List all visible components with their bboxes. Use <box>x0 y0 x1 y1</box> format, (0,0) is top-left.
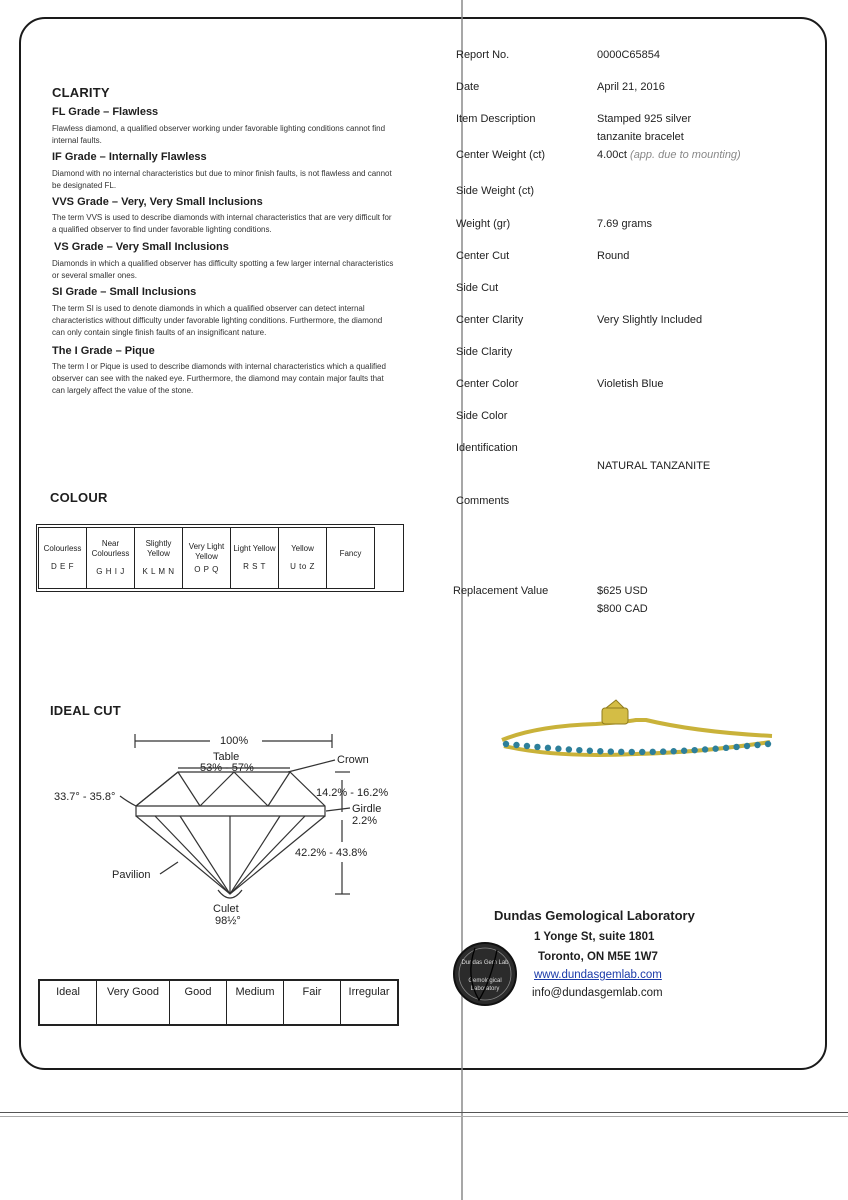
cut-cell-fair: Fair <box>284 980 341 1025</box>
colour-cell-light-yellow: Light Yellow R S T <box>231 528 279 589</box>
cut-scale-table <box>38 979 399 1026</box>
grade-desc-fl: Flawless diamond, a qualified observer working under favorable lighting conditions cannot find internal faults. <box>52 124 386 145</box>
bracelet-stone <box>670 748 676 754</box>
dim-total-label: 100% <box>220 735 249 747</box>
field-label-center-clarity: Center Clarity <box>456 314 524 326</box>
lab-name: Dundas Gemological Laboratory <box>494 908 695 923</box>
colour-cell-near-colourless: Near Colourless G H I J <box>87 528 135 589</box>
bracelet-photo <box>496 696 776 766</box>
lab-email: info@dundasgemlab.com <box>532 987 663 999</box>
bracelet-stone <box>681 748 687 754</box>
grade-title-vs: VS Grade – Very Small Inclusions <box>54 241 229 253</box>
grade-title-vvs: VVS Grade – Very, Very Small Inclusions <box>52 196 263 208</box>
cut-cell-medium: Medium <box>227 980 284 1025</box>
grade-desc-i: The term I or Pique is used to describe diamonds with internal characteristics which a qualified observer can see with the naked eye. Furthermore, the diamond may contain major faults that can largely affect the value of the stone. <box>52 362 386 395</box>
bracelet-stone <box>597 748 603 754</box>
cut-cell-irregular: Irregular <box>341 980 399 1025</box>
bracelet-stone <box>618 749 624 755</box>
field-value-date: April 21, 2016 <box>597 81 665 93</box>
field-label-report-no: Report No. <box>456 49 510 61</box>
colour-scale-table <box>38 527 375 589</box>
field-label-center-color: Center Color <box>456 378 519 390</box>
field-value-identification: NATURAL TANZANITE <box>597 460 711 472</box>
culet-label: Culet <box>213 903 239 915</box>
table-label: Table <box>213 751 240 763</box>
field-label-item-description: Item Description <box>456 113 536 125</box>
bracelet-stone <box>650 749 656 755</box>
field-label-side-color: Side Color <box>456 410 508 422</box>
bracelet-stone <box>555 746 561 752</box>
grade-title-si: SI Grade – Small Inclusions <box>52 286 197 298</box>
diamond-cut-diagram <box>50 722 410 932</box>
page-edge-line-2 <box>0 1116 848 1117</box>
field-value-report-no: 0000C65854 <box>597 49 661 61</box>
clarity-heading: CLARITY <box>52 85 110 100</box>
bracelet-stone <box>691 747 697 753</box>
bracelet-stone <box>702 746 708 752</box>
girdle-pct-label: 2.2% <box>352 815 378 827</box>
bracelet-stone <box>503 741 509 747</box>
field-label-identification: Identification <box>456 442 518 454</box>
colour-cell-fancy: Fancy <box>327 528 375 589</box>
colour-cell-yellow: Yellow U to Z <box>279 528 327 589</box>
pavilion-label: Pavilion <box>112 869 151 881</box>
grade-title-fl: FL Grade – Flawless <box>52 106 159 118</box>
field-label-replacement-value: Replacement Value <box>453 585 549 597</box>
grade-desc-vs: Diamonds in which a qualified observer has difficulty spotting a few larger internal characteristics or several smaller ones. <box>52 259 394 280</box>
grade-desc-vvs: The term VVS is used to describe diamonds with internal characteristics that are very difficult for a qualified observer to find under favorable lighting conditions. <box>52 213 392 234</box>
table-pct-label: 53% - 57% <box>200 762 254 774</box>
svg-text:Dundas Gem Lab: Dundas Gem Lab <box>461 960 509 966</box>
field-label-center-weight: Center Weight (ct) <box>456 149 546 161</box>
girdle-label: Girdle <box>352 803 382 815</box>
field-value-replacement-usd: $625 USD <box>597 585 648 597</box>
bracelet-stone <box>534 744 540 750</box>
cut-cell-very-good: Very Good <box>97 980 170 1025</box>
field-value-weight: 7.69 grams <box>597 218 653 230</box>
bracelet-stone <box>744 743 750 749</box>
colour-cell-very-light-yellow: Very Light Yellow O P Q <box>183 528 231 589</box>
bracelet-stone <box>513 742 519 748</box>
field-label-side-weight: Side Weight (ct) <box>456 185 535 197</box>
field-label-comments: Comments <box>456 495 510 507</box>
field-label-side-clarity: Side Clarity <box>456 346 513 358</box>
grade-desc-si: The term SI is used to denote diamonds in which a qualified observer can detect internal characteristics without difficulty under favorable lighting conditions. Furthermore, the diamond can only contain single finish faults of an insignificant nature. <box>52 304 383 337</box>
field-value-center-color: Violetish Blue <box>597 378 664 390</box>
field-label-weight: Weight (gr) <box>456 218 511 230</box>
svg-text:Laboratory: Laboratory <box>470 986 500 992</box>
bracelet-stone <box>524 743 530 749</box>
cut-cell-ideal: Ideal <box>39 980 97 1025</box>
crown-angle-label: 33.7° - 35.8° <box>54 791 116 803</box>
field-value-replacement-cad: $800 CAD <box>597 603 648 615</box>
field-value-center-cut: Round <box>597 250 630 262</box>
field-label-date: Date <box>456 81 480 93</box>
lab-website-link[interactable]: www.dundasgemlab.com <box>534 969 662 981</box>
ideal-cut-heading: IDEAL CUT <box>50 703 121 718</box>
bracelet-stone <box>608 748 614 754</box>
field-value-item-description-2: tanzanite bracelet <box>597 131 684 143</box>
bracelet-stone <box>587 748 593 754</box>
lab-address-line1: 1 Yonge St, suite 1801 <box>534 931 655 943</box>
field-value-item-description: Stamped 925 silver <box>597 113 692 125</box>
colour-cell-colourless: Colourless D E F <box>39 528 87 589</box>
culet-value-label: 98½° <box>215 915 241 927</box>
bracelet-stone <box>723 745 729 751</box>
grade-title-if: IF Grade – Internally Flawless <box>52 151 207 163</box>
grade-title-i: The I Grade – Pique <box>52 345 155 357</box>
colour-cell-slightly-yellow: Slightly Yellow K L M N <box>135 528 183 589</box>
page-edge-line <box>0 1112 848 1113</box>
lab-seal-stamp <box>451 940 519 1008</box>
bracelet-stone <box>639 749 645 755</box>
bracelet-stone <box>754 742 760 748</box>
field-label-center-cut: Center Cut <box>456 250 510 262</box>
bracelet-stone <box>660 748 666 754</box>
field-value-center-weight: 4.00ct (app. due to mounting) <box>597 149 741 161</box>
bracelet-stone <box>765 741 771 747</box>
center-weight-note: (app. due to mounting) <box>630 149 741 161</box>
pavilion-pct-label: 42.2% - 43.8% <box>295 847 368 859</box>
bracelet-stone <box>576 747 582 753</box>
svg-text:Gemological: Gemological <box>468 978 502 984</box>
bracelet-stone <box>733 744 739 750</box>
cut-cell-good: Good <box>170 980 227 1025</box>
bracelet-stone <box>545 745 551 751</box>
field-value-center-clarity: Very Slightly Included <box>597 314 703 326</box>
crown-label: Crown <box>337 754 369 766</box>
grade-desc-if: Diamond with no internal characteristics but due to minor finish faults, is not flawless and cannot be designated FL. <box>52 169 392 190</box>
bracelet-stone <box>712 746 718 752</box>
colour-heading: COLOUR <box>50 490 108 505</box>
lab-address-line2: Toronto, ON M5E 1W7 <box>538 951 658 963</box>
bracelet-stone <box>629 749 635 755</box>
bracelet-stone <box>566 746 572 752</box>
crown-pct-label: 14.2% - 16.2% <box>316 787 389 799</box>
field-label-side-cut: Side Cut <box>456 282 499 294</box>
fold-line <box>461 0 463 1200</box>
